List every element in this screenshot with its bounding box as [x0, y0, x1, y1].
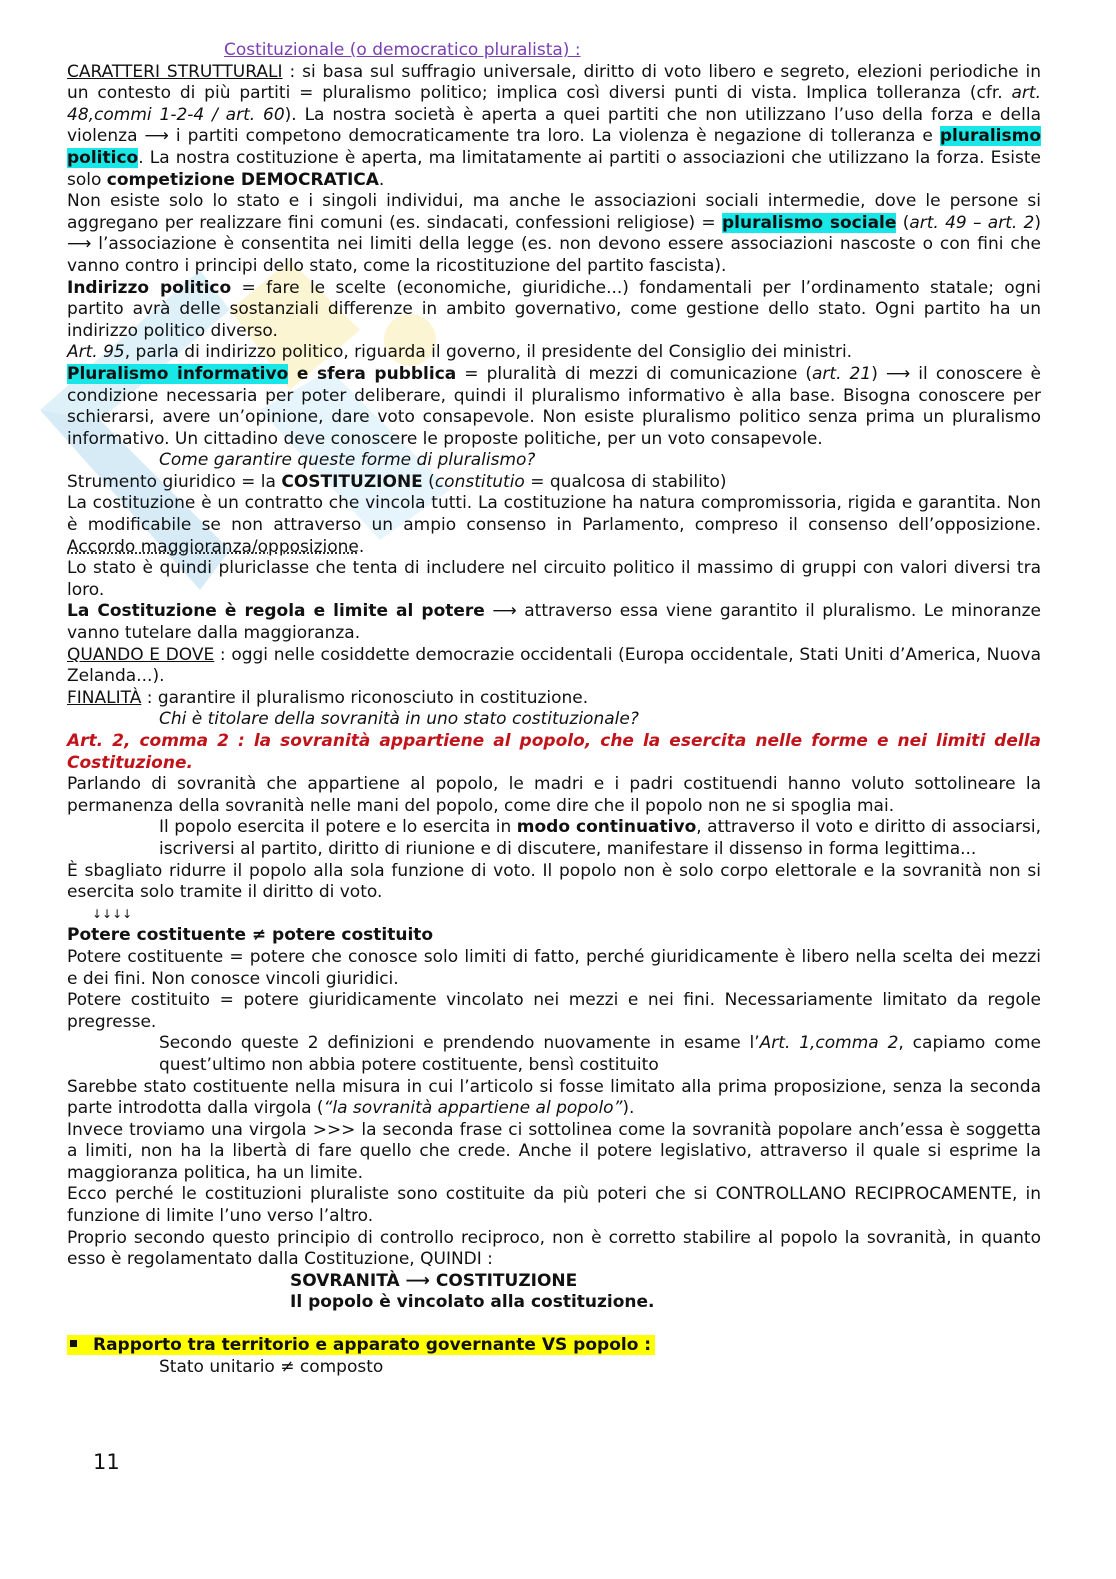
- bullet-rapporto: Rapporto tra territorio e apparato governante VS popolo :: [67, 1335, 1041, 1357]
- paragraph-quando-dove: QUANDO E DOVE : oggi nelle cosiddette democrazie occidentali (Europa occidentale, Stati Uniti d’America, Nuova Zelanda...).: [67, 644, 1041, 687]
- paragraph-caratteri: CARATTERI STRUTTURALI : si basa sul suffragio universale, diritto di voto libero e segreto, elezioni periodiche in un contesto di più partiti = pluralismo politico; implica così diversi punti di vista. Implica tolleranza (cfr. art. 48,commi 1-2-4 / art. 60). La nostra società è aperta a quei partiti che non utilizzano l’uso della forza e della violenza ⟶ i partiti competono democraticamente tra loro. La violenza è negazione di tolleranza e pluralismo politico. La nostra costituzione è aperta, ma limitatamente ai partiti o associazioni che utilizzano la forza. Esiste solo competizione DEMOCRATICA.: [67, 61, 1042, 190]
- question-pluralismo: Come garantire queste forme di pluralismo?: [159, 450, 536, 471]
- highlight-pluralismo-informativo: Pluralismo informativo: [67, 363, 289, 384]
- paragraph-potere-costituito: Potere costituito = potere giuridicamente vincolato nei mezzi e nei fini. Necessariamente limitato da regole pregresse.: [67, 990, 1041, 1032]
- highlight-pluralismo-sociale: pluralismo sociale: [721, 212, 897, 233]
- paragraph-regola-limite: La Costituzione è regola e limite al potere ⟶ attraverso essa viene garantito il pluralismo. Le minoranze vanno tutelare dalla maggioranza.: [67, 601, 1041, 644]
- paragraph-modo-continuativo: Il popolo esercita il potere e lo esercita in modo continuativo, attraverso il voto e diritto di associarsi, iscriversi al partito, diritto di riunione e di discutere, manifestare il dissenso in forma legittima...: [159, 817, 1041, 859]
- paragraph-principio: Proprio secondo questo principio di controllo reciproco, non è corretto stabilire al popolo la sovranità, in quanto esso è regolamentato dalla Costituzione, QUINDI :: [67, 1227, 1041, 1270]
- paragraph-indirizzo-politico: Indirizzo politico = fare le scelte (economiche, giuridiche...) fondamentali per l’ordinamento statale; ogni partito avrà delle sostanziali differenze in ambito governativo, come gestione dello stato. Ogni partito ha un indirizzo politico diverso.: [67, 277, 1041, 341]
- paragraph-definizioni: Secondo queste 2 definizioni e prendendo nuovamente in esame l’Art. 1,comma 2, capiamo come quest’ultimo non abbia potere costituente, bensì costituito: [159, 1033, 1041, 1075]
- page-number: 11: [93, 1450, 120, 1474]
- conclusion-line-2: Il popolo è vincolato alla costituzione.: [290, 1292, 655, 1313]
- paragraph-finalita: FINALITÀ : garantire il pluralismo riconosciuto in costituzione.: [67, 687, 589, 708]
- paragraph-pluralismo-sociale: Non esiste solo lo stato e i singoli individui, ma anche le associazioni sociali intermedie, dove le persone si aggregano per realizzare fini comuni (es. sindacati, confessioni religiose) = pluralismo sociale (art. 49 – art. 2) ⟶ l’associazione è consentita nei limiti della legge (es. non devono essere associazioni nascoste o con fini che vanno contro i principi dello stato, come la ricostituzione del partito fascista).: [67, 191, 1042, 276]
- highlight-pluralismo-politico: pluralismo politico: [67, 126, 1041, 168]
- paragraph-costituente-virgola: Sarebbe stato costituente nella misura in cui l’articolo si fosse limitato alla prima proposizione, senza la seconda parte introdotta dalla virgola (“la sovranità appartiene al popolo”).: [67, 1076, 1041, 1119]
- paragraph-stato-unitario: Stato unitario ≠ composto: [159, 1356, 384, 1377]
- down-arrows-icon: ↓↓↓↓: [92, 906, 133, 921]
- paragraph-art95: Art. 95, parla di indirizzo politico, riguarda il governo, il presidente del Consiglio dei ministri.: [67, 342, 853, 363]
- document-page: [67, 40, 1041, 1378]
- article-2-quote: Art. 2, comma 2 : la sovranità appartiene al popolo, che la esercita nelle forme e nei limiti della Costituzione.: [67, 731, 1041, 773]
- section-heading: Costituzionale (o democratico pluralista) :: [224, 40, 581, 60]
- question-sovranita: Chi è titolare della sovranità in uno stato costituzionale?: [159, 709, 639, 730]
- conclusion-line-1: SOVRANITÀ ⟶ COSTITUZIONE: [290, 1270, 578, 1291]
- heading-potere: Potere costituente ≠ potere costituito: [67, 925, 434, 946]
- label-caratteri: CARATTERI STRUTTURALI: [67, 61, 283, 82]
- paragraph-controllo: Ecco perché le costituzioni pluraliste sono costituite da più poteri che si CONTROLLANO RECIPROCAMENTE, in funzione di limite l’uno verso l’altro.: [67, 1184, 1041, 1227]
- paragraph-virgola: Invece troviamo una virgola >>> la seconda frase ci sottolinea come la sovranità popolare anch’essa è soggetta a limiti, non ha la libertà di fare quello che crede. Anche il potere legislativo, attraverso il quale si esprime la maggioranza politica, ha un limite.: [67, 1119, 1041, 1183]
- paragraph-potere-costituente: Potere costituente = potere che conosce solo limiti di fatto, perché giuridicamente è libero nella scelta dei mezzi e dei fini. Non conosce vincoli giuridici.: [67, 946, 1041, 989]
- paragraph-sovranita-popolo: Parlando di sovranità che appartiene al popolo, le madri e i padri costituendi hanno voluto sottolineare la permanenza della sovranità nelle mani del popolo, come dire che il popolo non ne si spoglia mai.: [67, 774, 1041, 816]
- paragraph-strumento: Strumento giuridico = la COSTITUZIONE (constitutio = qualcosa di stabilito): [67, 471, 727, 492]
- paragraph-funzione-voto: È sbagliato ridurre il popolo alla sola funzione di voto. Il popolo non è solo corpo elettorale e la sovranità non si esercita solo tramite il diritto di voto.: [67, 860, 1041, 903]
- paragraph-contratto: La costituzione è un contratto che vincola tutti. La costituzione ha natura compromissoria, rigida e garantita. Non è modificabile se non attraverso un ampio consenso in Parlamento, compreso il consenso dell’opposizione. Accordo maggioranza/opposizione.: [67, 493, 1041, 557]
- square-bullet-icon: [70, 1340, 77, 1347]
- paragraph-pluralismo-informativo: Pluralismo informativo e sfera pubblica = pluralità di mezzi di comunicazione (art. 21) ⟶ il conoscere è condizione necessaria per poter deliberare, quindi il pluralismo informativo è alla base. Bisogna conoscere per schierarsi, avere un’opinione, dare voto consapevole. Non esiste pluralismo politico senza prima un pluralismo informativo. Un cittadino deve conoscere le proposte politiche, per un voto consapevole.: [67, 363, 1041, 449]
- paragraph-pluriclasse: Lo stato è quindi pluriclasse che tenta di includere nel circuito politico il massimo di gruppi con valori diversi tra loro.: [67, 558, 1041, 600]
